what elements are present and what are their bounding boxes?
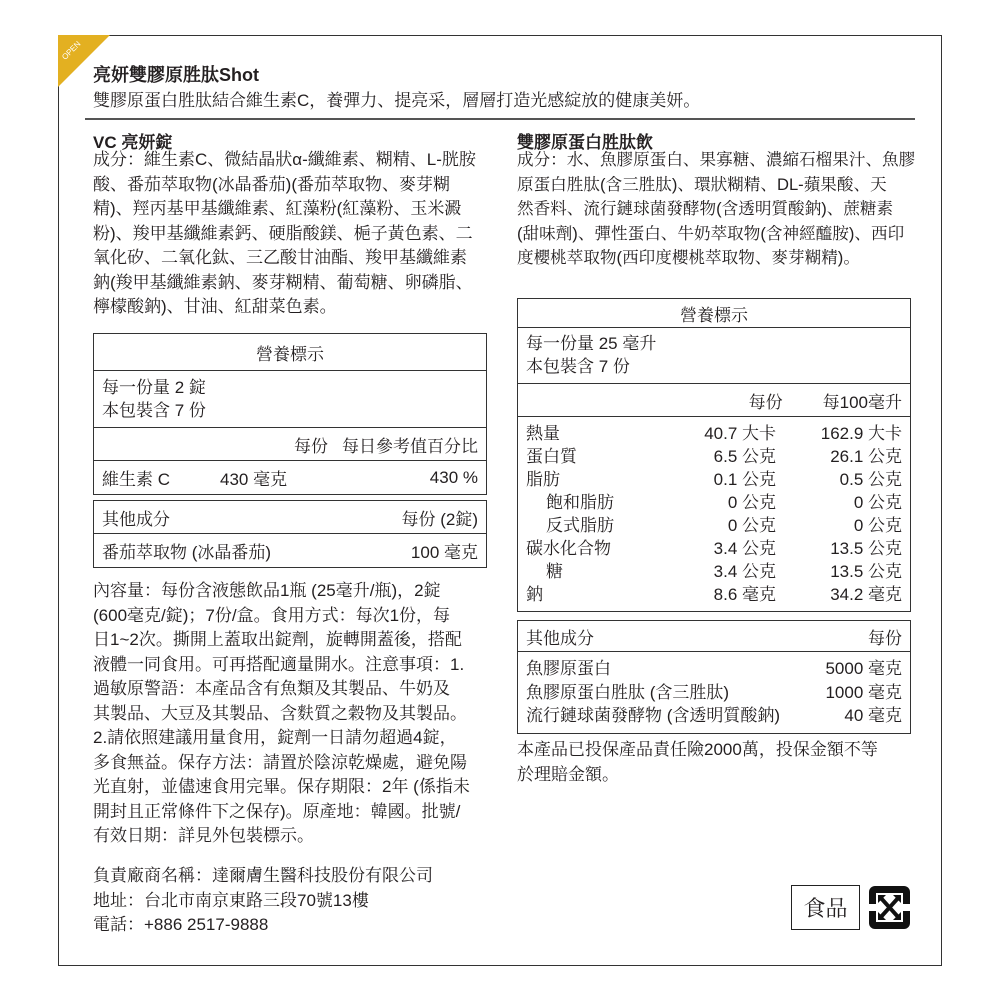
nutrient-per: 40.7 大卡 [704, 424, 776, 443]
col-daily-value: 每日參考值百分比 [342, 436, 478, 456]
text-line: 於理賠金額。 [517, 764, 619, 784]
nutrient-name: 脂肪 [526, 470, 560, 489]
text-line: 酸、番茄萃取物(冰晶番茄)(番茄萃取物、麥芽糊 [93, 174, 450, 194]
nutrient-name: 反式脂肪 [546, 516, 614, 535]
other-row [526, 704, 902, 728]
text-line: 粉)、羧甲基纖維素鈣、硬脂酸鎂、梔子黃色素、二 [93, 223, 473, 243]
text-line: 原蛋白胜肽(含三胜肽)、環狀糊精、DL-蘋果酸、天 [517, 174, 887, 194]
servings-per-pack: 本包裝含 7 份 [102, 401, 206, 420]
recycle-icon [868, 885, 911, 935]
text-line: 開封且正常條件下之保存)。原產地：韓國。批號/ [93, 801, 461, 821]
text-line: 內容量：每份含液態飲品1瓶 (25毫升/瓶)，2錠 [93, 581, 441, 600]
food-badge: 食品 [791, 885, 860, 930]
text-line: 日1~2次。撕開上蓋取出錠劑，旋轉開蓋後，搭配 [93, 630, 462, 649]
vc-tablet-ingredients [93, 148, 476, 320]
text-line: 鈉(羧甲基纖維素鈉、麥芽糊精、葡萄糖、卵磷脂、 [93, 272, 473, 292]
other-row [526, 657, 902, 681]
other-row [526, 681, 902, 705]
text-line: 氧化矽、二氧化鈦、三乙酸甘油酯、羧甲基纖維素 [93, 248, 467, 267]
drink-other-ingredients-table [517, 620, 911, 734]
other-name: 番茄萃取物 (冰晶番茄) [102, 543, 272, 562]
col-per-serving: 每份 [748, 392, 783, 412]
vc-nutrition-table [93, 333, 487, 495]
text-line: 成分：水、魚膠原蛋白、果寡糖、濃縮石榴果汁、魚膠 [517, 150, 916, 169]
divider [85, 118, 915, 120]
text-line: 然香料、流行鏈球菌發酵物(含透明質酸鈉)、蔗糖素 [517, 199, 894, 218]
other-name: 魚膠原蛋白 [526, 659, 611, 678]
text-line: 度櫻桃萃取物(西印度櫻桃萃取物、麥芽糊精)。 [517, 248, 860, 267]
text-line: 成分：維生素C、微結晶狀α-纖維素、糊精、L-胱胺 [93, 150, 476, 169]
serving-size: 每一份量 2 錠 [102, 378, 206, 397]
nutrient-per: 6.5 公克 [713, 447, 776, 466]
nutrient-name: 鈉 [526, 585, 543, 604]
nutrient-per: 8.6 毫克 [713, 585, 776, 604]
nutrition-title: 營養標示 [518, 299, 910, 328]
nutrient-per100: 13.5 公克 [830, 562, 902, 581]
other-col: 每份 (2錠) [401, 509, 478, 529]
other-name: 流行鏈球菌發酵物 (含透明質酸鈉) [526, 706, 781, 725]
open-tag: OPEN [60, 39, 83, 62]
product-subtitle: 雙膠原蛋白胜肽結合維生素C，養彈力、提亮采，層層打造光感綻放的健康美妍。 [93, 91, 701, 110]
nutrient-per: 0.1 公克 [713, 470, 776, 489]
collagen-drink-ingredients [517, 148, 915, 271]
nutrient-per: 3.4 公克 [713, 562, 776, 581]
other-value: 100 毫克 [410, 543, 478, 562]
other-title: 其他成分 [102, 509, 170, 529]
nutrient-name: 蛋白質 [526, 447, 577, 466]
nutrient-per-serving: 430 毫克 [220, 470, 288, 489]
text-line: 有效日期：詳見外包裝標示。 [93, 826, 314, 845]
text-line: 光直射，並儘速食用完畢。保存期限：2年 (係指未 [93, 777, 470, 796]
nutrient-name: 糖 [546, 562, 563, 581]
other-col: 每份 [868, 628, 902, 648]
nutrient-per: 3.4 公克 [713, 539, 776, 558]
col-per-serving: 每份 [294, 436, 328, 456]
nutrient-per: 0 公克 [727, 516, 776, 535]
other-title: 其他成分 [526, 628, 594, 648]
text-line: 其製品、大豆及其製品、含麩質之穀物及其製品。 [93, 703, 467, 723]
other-rows [518, 652, 910, 733]
nutrient-per100: 0.5 公克 [839, 470, 902, 489]
text-line: 檸檬酸鈉)、甘油、紅甜菜色素。 [93, 297, 337, 316]
vc-tablet-heading: VC 亮妍錠 [93, 133, 173, 152]
text-line: 負責廠商名稱：達爾膚生醫科技股份有限公司 [93, 866, 433, 885]
collagen-drink-heading: 雙膠原蛋白胜肽飲 [517, 133, 653, 152]
text-line: 電話：+886 2517-9888 [93, 915, 269, 934]
text-line: 精)、羥丙基甲基纖維素、紅藻粉(紅藻粉、玉米澱 [93, 199, 462, 218]
text-line: (600毫克/錠)；7份/盒。食用方式：每次1份，每 [93, 605, 451, 625]
vc-other-ingredients-table [93, 500, 487, 568]
nutrient-name: 維生素 C [102, 470, 170, 489]
company-info [93, 864, 433, 938]
nutrient-name: 熱量 [526, 424, 560, 443]
nutrient-rows [518, 417, 910, 611]
nutrition-title: 營養標示 [94, 334, 486, 371]
other-row [94, 534, 486, 567]
nutrient-name: 碳水化合物 [526, 539, 611, 558]
nutrient-per100: 26.1 公克 [830, 447, 902, 466]
other-val: 1000 毫克 [825, 682, 902, 702]
other-val: 5000 毫克 [825, 659, 902, 678]
col-per-100ml: 每100毫升 [822, 392, 902, 412]
product-title: 亮妍雙膠原胜肽Shot [93, 65, 259, 85]
other-name: 魚膠原蛋白胜肽 (含三胜肽) [526, 682, 730, 702]
drink-nutrition-table [517, 298, 911, 612]
text-line: 地址：台北市南京東路三段70號13樓 [93, 890, 369, 910]
text-line: 2.請依照建議用量食用，錠劑一日請勿超過4錠， [93, 728, 457, 747]
text-line: 液體一同食用。可再搭配適量開水。注意事項：1. [93, 654, 465, 674]
nutrient-name: 飽和脂肪 [546, 493, 614, 512]
text-line: 多食無益。保存方法：請置於陰涼乾燥處，避免陽 [93, 752, 467, 772]
text-line: 本產品已投保產品責任險2000萬，投保金額不等 [517, 740, 878, 759]
servings-per-pack: 本包裝含 7 份 [526, 357, 630, 376]
nutrient-per100: 34.2 毫克 [830, 585, 902, 604]
nutrient-per100: 162.9 大卡 [820, 424, 902, 443]
text-line: (甜味劑)、彈性蛋白、牛奶萃取物(含神經醯胺)、西印 [517, 223, 905, 243]
serving-size: 每一份量 25 毫升 [526, 334, 657, 353]
nutrient-percent: 430 % [429, 467, 478, 487]
usage-notes [93, 579, 470, 849]
insurance-note [517, 738, 878, 787]
text-line: 過敏原警語：本產品含有魚類及其製品、牛奶及 [93, 679, 450, 698]
nutrient-per100: 0 公克 [853, 493, 902, 512]
nutrient-per100: 13.5 公克 [830, 539, 902, 558]
nutrient-per: 0 公克 [727, 493, 776, 512]
nutrient-per100: 0 公克 [853, 516, 902, 535]
other-val: 40 毫克 [844, 706, 902, 725]
nutrient-row [94, 461, 486, 494]
